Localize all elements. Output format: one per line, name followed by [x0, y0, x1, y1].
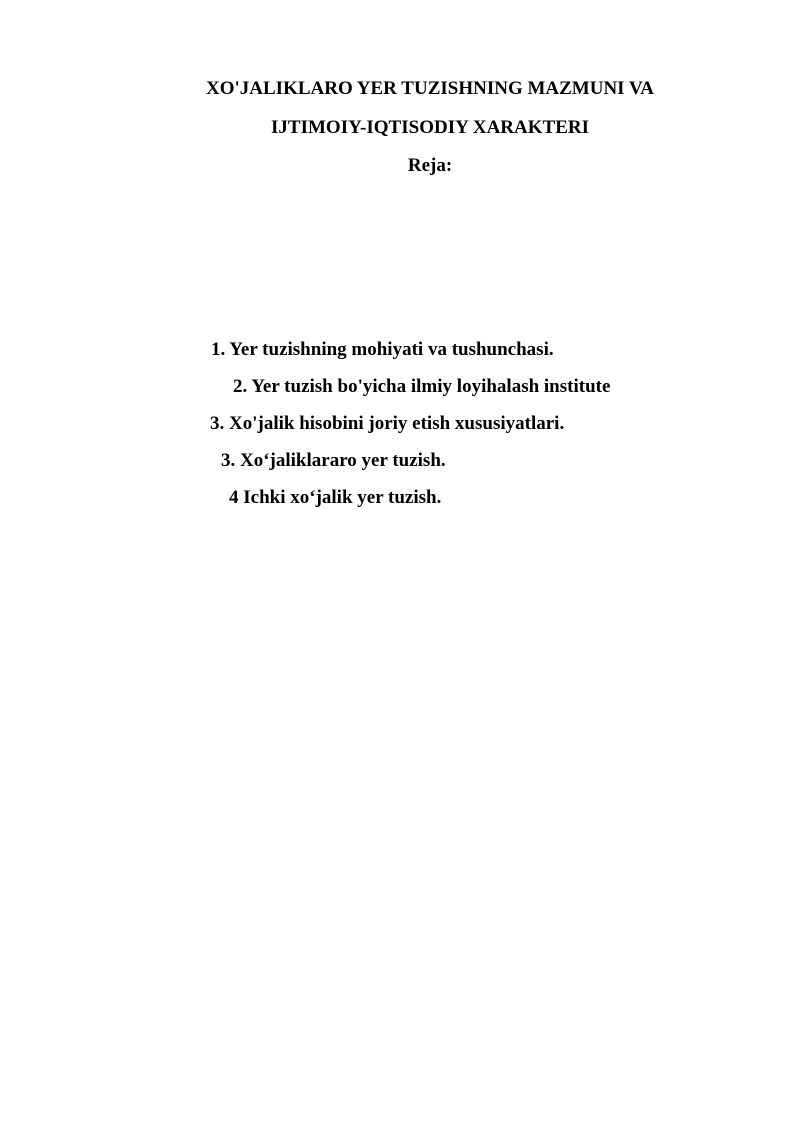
- plan-item: 1. Yer tuzishning mohiyati va tushunchasi.: [211, 339, 554, 360]
- document-title-line-1: XO'JALIKLARO YER TUZISHNING MAZMUNI VA: [206, 78, 654, 99]
- plan-item: 2. Yer tuzish bo'yicha ilmiy loyihalash institute: [233, 376, 611, 397]
- plan-heading: Reja:: [407, 155, 453, 176]
- plan-item: 4 Ichki xo‘jalik yer tuzish.: [229, 487, 442, 508]
- document-title-line-2: IJTIMOIY-IQTISODIY XARAKTERI: [271, 117, 589, 138]
- plan-item: 3. Xo‘jaliklararo yer tuzish.: [221, 450, 446, 471]
- plan-item: 3. Xo'jalik hisobini joriy etish xususiyatlari.: [210, 413, 565, 434]
